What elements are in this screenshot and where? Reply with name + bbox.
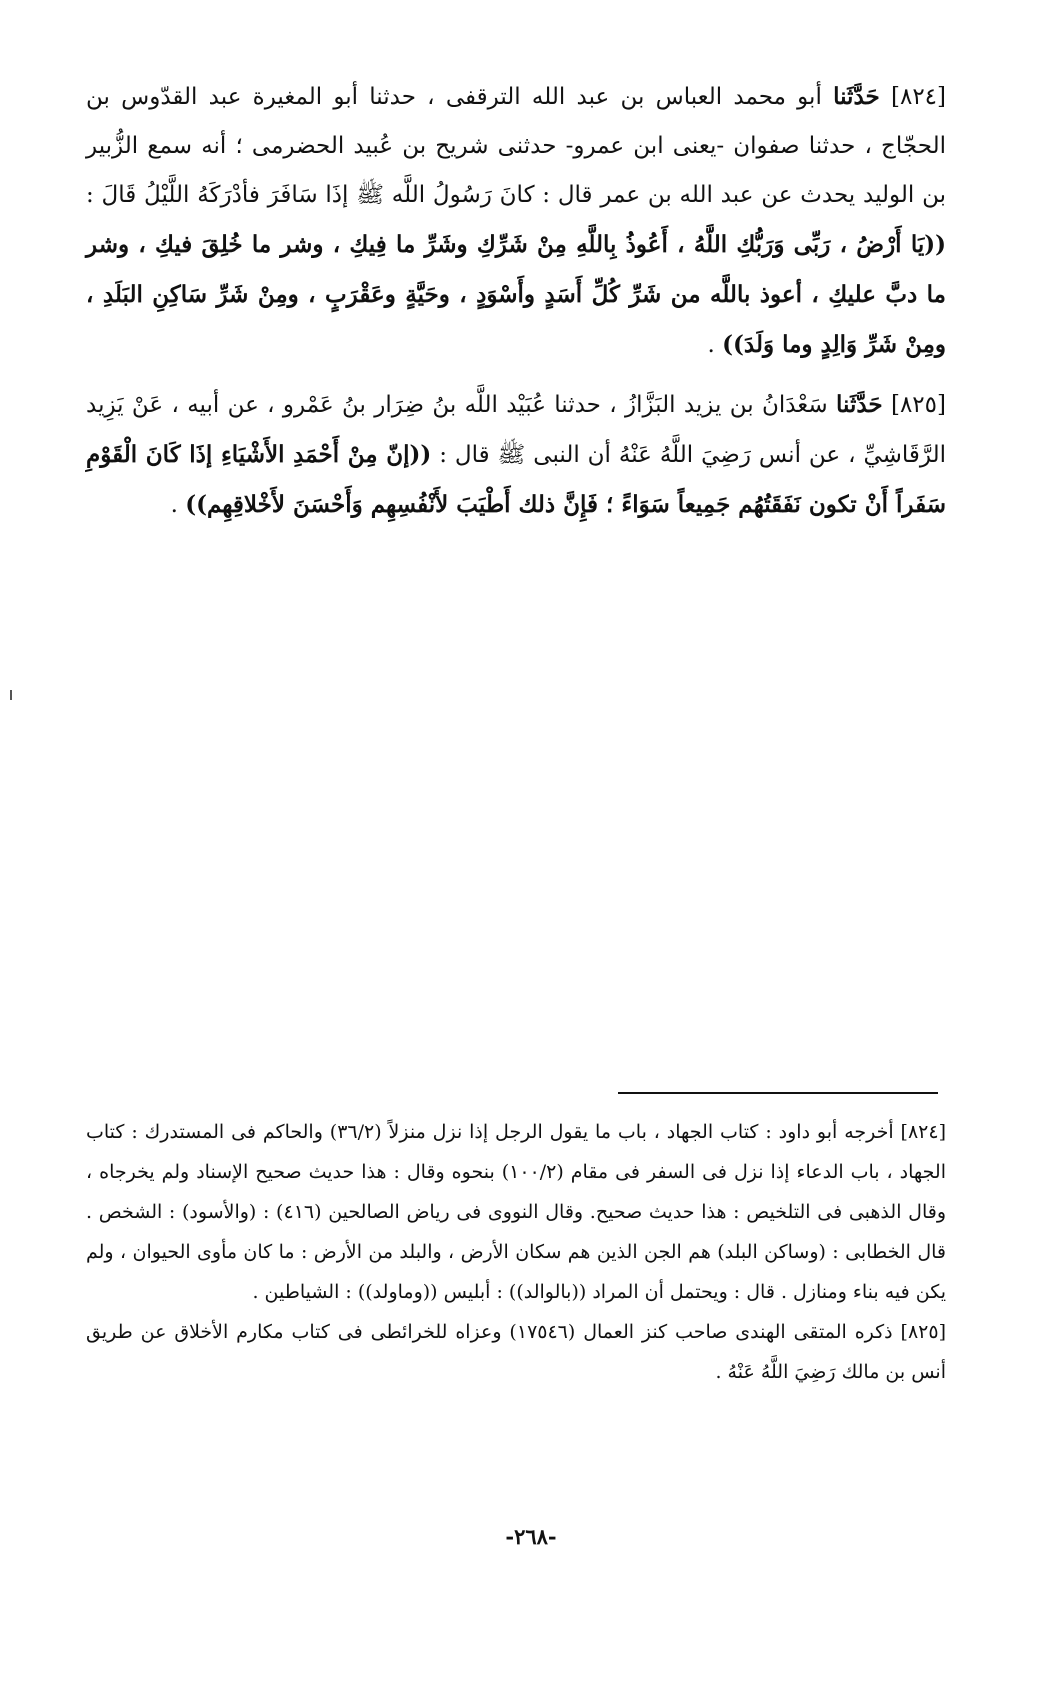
hadith-number: [٨٢٤] — [890, 84, 947, 110]
page-number: -٢٦٨- — [505, 1524, 557, 1549]
hadith-quote: ((إنّ مِنْ أَحْمَدِ الأَشْيَاءِ إذَا كَانَ الْقَوْمِ سَفَراً أَنْ تكون نَفَقَتُهُم جَمِيعاً سَوَاءً ؛ فَإِنَّ ذلك أَطْيَبَ لأَنْفُسِهِم وَأَحْسَنَ لأَخْلاقِهِم)) — [86, 441, 946, 518]
hadith-opener: حَدَّثَنا — [836, 391, 883, 418]
footnote-divider — [618, 1092, 938, 1094]
footnote-825: [٨٢٥] ذكره المتقى الهندى صاحب كنز العمال (١٧٥٤٦) وعزاه للخرائطى فى كتاب مكارم الأخلاق عن طريق أنس بن مالك رَضِيَ اللَّهُ عَنْهُ . — [86, 1321, 946, 1383]
hadith-chain: أبو محمد العباس بن عبد الله الترقفى ، حدثنا أبو المغيرة عبد القدّوس بن الحجّاج ، حدثنا صفوان -يعنى ابن عمرو- حدثنى شريح بن عُبيد الحضرمى ؛ أنه سمع الزُّبير بن الوليد يحدث عن عبد الله بن عمر قال : كانَ رَسُولُ اللَّه ﷺ إذَا سَافَرَ فأدْرَكَهُ اللَّيْلُ قَالَ : — [86, 84, 946, 208]
hadith-quote: ((يَا أَرْضُ ، رَبِّى وَرَبُّكِ اللَّهُ ، أَعُوذُ بِاللَّهِ مِنْ شَرِّكِ وشَرِّ ما فِيكِ ، وشر ما خُلِقَ فيكِ ، وشر ما دبَّ عليكِ ، أعوذ باللَّه من شَرِّ كُلِّ أَسَدٍ وأَسْوَدٍ ، وحَيَّةٍ وعَقْرَبٍ ، ومِنْ شَرِّ سَاكِنِ البَلَدِ ، ومِنْ شَرِّ وَالِدٍ وما وَلَدَ)) — [86, 231, 946, 358]
hadith-end: . — [170, 492, 178, 518]
main-text — [86, 72, 946, 540]
footnote-824: [٨٢٤] أخرجه أبو داود : كتاب الجهاد ، باب ما يقول الرجل إذا نزل منزلاً (٣٦/٢) والحاكم فى المستدرك : كتاب الجهاد ، باب الدعاء إذا نزل فى السفر فى مقام (١٠٠/٢) بنحوه وقال : هذا حديث صحيح الإسناد ولم يخرجاه ، وقال الذهبى فى التلخيص : هذا حديث صحيح. وقال النووى فى رياض الصالحين (٤١٦) : (والأسود) : الشخص . قال الخطابى : (وساكن البلد) هم الجن الذين هم سكان الأرض ، والبلد من الأرض : ما كان مأوى الحيوان ، ولم يكن فيه بناء ومنازل . قال : ويحتمل أن المراد ((بالوالد)) : أبليس ((وماولد)) : الشياطين . — [86, 1121, 947, 1303]
hadith-chain: سَعْدَانُ بن يزيد البَزَّازُ ، حدثنا عُبَيْد اللَّه بنُ ضِرَار بنُ عَمْرو ، عن أبيه ، عَنْ يَزِيد الرَّقَاشِيِّ ، عن أنس رَضِيَ اللَّهُ عَنْهُ أن النبى ﷺ قال : — [86, 392, 946, 468]
margin-mark — [10, 690, 12, 700]
hadith-824 — [86, 72, 946, 370]
hadith-opener: حَدَّثَنا — [833, 83, 880, 110]
hadith-825 — [86, 380, 946, 530]
footnotes — [86, 1112, 946, 1392]
hadith-number: [٨٢٥] — [890, 392, 946, 418]
hadith-end: . — [707, 332, 715, 358]
